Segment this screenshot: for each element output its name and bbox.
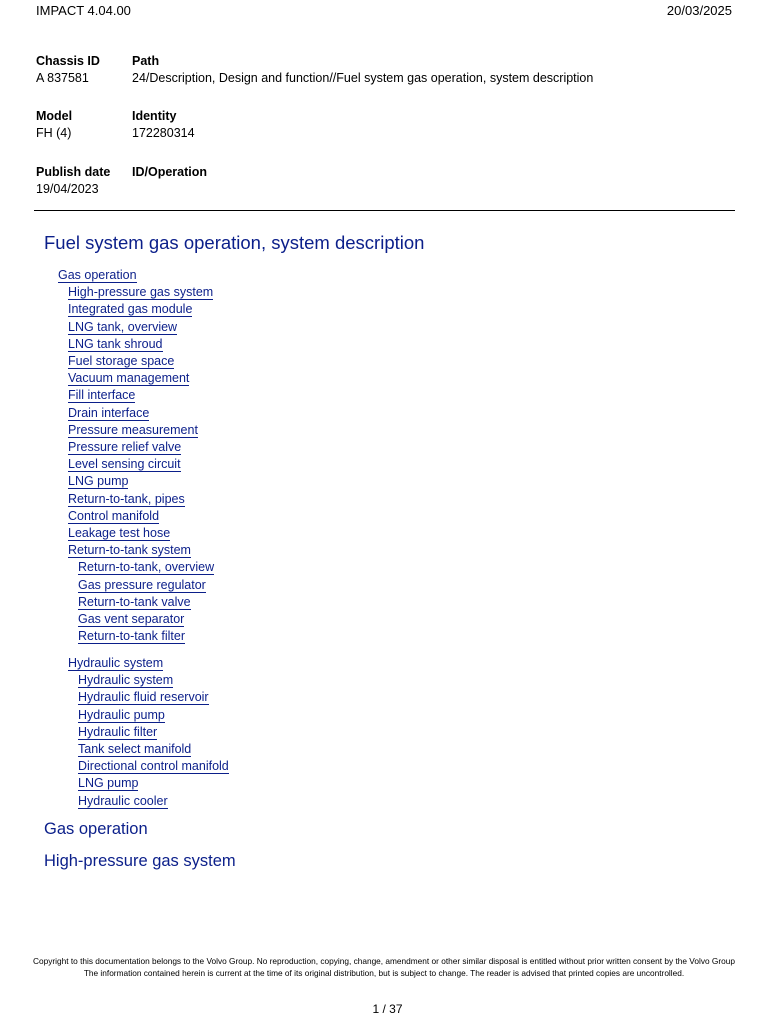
model-block	[36, 108, 72, 142]
chassis-id-value: A 837581	[36, 71, 89, 85]
toc-link[interactable]: Leakage test hose	[68, 526, 171, 540]
toc-link[interactable]: Integrated gas module	[68, 302, 193, 317]
toc-link[interactable]: Hydraulic cooler	[78, 793, 168, 808]
toc-item	[78, 774, 138, 792]
toc-item	[68, 386, 135, 404]
toc-item	[68, 421, 198, 439]
toc-link[interactable]: Fuel storage space	[68, 354, 175, 368]
toc-item	[68, 352, 174, 370]
identity-label: Identity	[132, 109, 177, 123]
section-heading-gas-operation: Gas operation	[44, 820, 148, 838]
toc-item	[68, 369, 189, 387]
toc-item	[78, 576, 206, 594]
chassis-id-label: Chassis ID	[36, 54, 100, 68]
toc-item	[78, 558, 214, 576]
toc-item	[78, 671, 173, 689]
page-number: 1 / 37	[372, 1002, 403, 1016]
toc-link[interactable]: LNG tank, overview	[68, 319, 178, 334]
toc-item	[68, 455, 181, 473]
toc-link[interactable]: Hydraulic fluid reservoir	[78, 690, 209, 705]
toc-item	[68, 490, 185, 508]
model-value: FH (4)	[36, 126, 72, 140]
toc-link[interactable]: Return-to-tank, overview	[78, 560, 215, 575]
toc-link[interactable]: Vacuum management	[68, 371, 190, 386]
toc-link[interactable]: Fill interface	[68, 388, 136, 403]
toc-item	[68, 654, 163, 672]
copyright-footer	[30, 955, 738, 979]
toc-link[interactable]: LNG tank shroud	[68, 336, 163, 351]
toc-item	[68, 283, 213, 301]
toc-link[interactable]: Hydraulic pump	[78, 707, 165, 722]
toc-link[interactable]: Hydraulic system	[68, 655, 164, 670]
toc-link[interactable]: Tank select manifold	[78, 741, 192, 756]
toc-link[interactable]: Hydraulic system	[78, 673, 174, 688]
toc-item	[68, 438, 181, 456]
toc-item	[68, 318, 177, 336]
path-block	[132, 53, 593, 87]
path-value: 24/Description, Design and function//Fuel system gas operation, system description	[132, 71, 594, 85]
toc-item	[68, 524, 170, 542]
toc-item	[58, 266, 137, 284]
document-title: Fuel system gas operation, system description	[44, 232, 425, 253]
toc-link[interactable]: Return-to-tank system	[68, 543, 191, 558]
toc-link[interactable]: Pressure relief valve	[68, 440, 182, 454]
model-label: Model	[36, 109, 73, 123]
toc-item	[68, 541, 191, 559]
path-label: Path	[132, 54, 160, 68]
toc-item	[68, 507, 159, 525]
toc-link[interactable]: Gas operation	[58, 268, 137, 282]
toc-link[interactable]: LNG pump	[78, 776, 139, 791]
toc-item	[78, 706, 165, 724]
toc-item	[78, 740, 191, 758]
toc-link[interactable]: Control manifold	[68, 508, 160, 523]
toc-link[interactable]: Return-to-tank valve	[78, 594, 191, 609]
copyright-notice: Copyright to this documentation belongs to the Volvo Group. No reproduction, copying, change, amendment or other similar disposal is entitled without prior written consent by the Volvo Group	[33, 956, 735, 966]
toc-link[interactable]: Gas vent separator	[78, 612, 185, 626]
toc-link[interactable]: Directional control manifold	[78, 759, 229, 774]
toc-item	[78, 627, 185, 645]
toc-item	[68, 472, 128, 490]
identity-value: 172280314	[132, 126, 195, 140]
publish-date-value: 19/04/2023	[36, 182, 99, 196]
header-divider	[34, 210, 735, 211]
toc-link[interactable]: Return-to-tank filter	[78, 629, 185, 644]
identity-block	[132, 108, 195, 142]
toc-link[interactable]: Level sensing circuit	[68, 457, 181, 472]
distribution-notice: The information contained herein is current at the time of its original distribution, but is subject to change. The reader is advised that printed copies are uncontrolled.	[83, 968, 685, 978]
toc-item	[68, 404, 149, 422]
id-operation-label: ID/Operation	[132, 165, 208, 179]
app-version: IMPACT 4.04.00	[36, 3, 131, 18]
toc-link[interactable]: Pressure measurement	[68, 422, 198, 437]
toc-item	[78, 723, 157, 741]
toc-item	[68, 335, 163, 353]
toc-link[interactable]: Return-to-tank, pipes	[68, 491, 185, 506]
toc-link[interactable]: Drain interface	[68, 405, 150, 420]
publish-date-block	[36, 164, 110, 198]
toc-item	[78, 610, 184, 628]
toc-item	[78, 593, 191, 611]
toc-link[interactable]: LNG pump	[68, 474, 129, 489]
publish-date-label: Publish date	[36, 165, 111, 179]
toc-item	[78, 757, 229, 775]
id-operation-block	[132, 164, 207, 181]
toc-item	[78, 688, 209, 706]
print-date: 20/03/2025	[666, 3, 732, 18]
toc-item	[78, 792, 168, 810]
toc-link[interactable]: Gas pressure regulator	[78, 577, 206, 592]
section-heading-high-pressure-gas-system: High-pressure gas system	[44, 852, 236, 870]
toc-link[interactable]: High-pressure gas system	[68, 285, 214, 300]
chassis-id-block	[36, 53, 100, 87]
toc-item	[68, 300, 192, 318]
toc-link[interactable]: Hydraulic filter	[78, 724, 158, 739]
